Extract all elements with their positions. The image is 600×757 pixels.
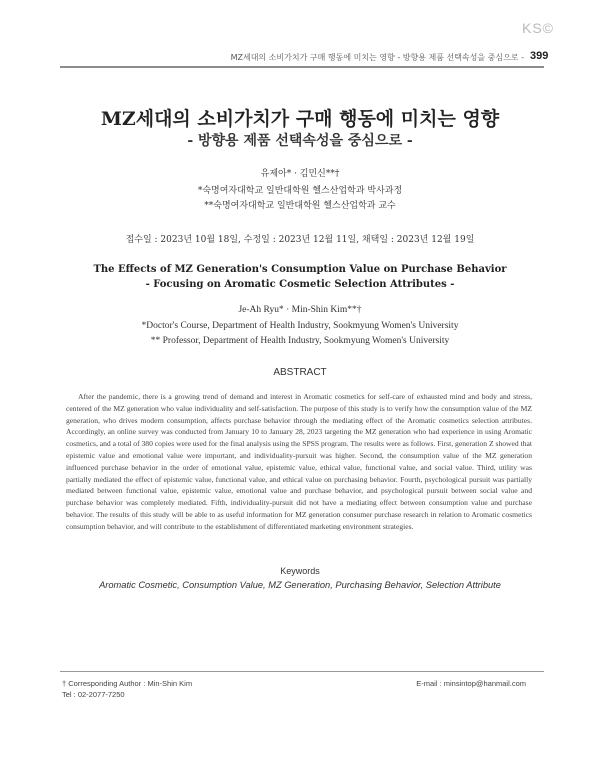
footer-divider	[60, 671, 544, 672]
journal-logo: KS©	[522, 20, 554, 36]
keywords-heading: Keywords	[280, 566, 320, 576]
korean-authors: 유제아* · 김민신**†	[260, 169, 340, 179]
header-divider	[60, 66, 544, 68]
corresponding-email: E-mail : minsintop@hanmail.com	[416, 679, 526, 688]
abstract-body: After the pandemic, there is a growing trend of demand and interest in Aromatic cosmetics for self-care of exhausted mind and body and stress, centered of the MZ generation who value individuality and self-satisfaction. The purpose of this study is to verify how the consumption value of the MZ generation, who drives modern consumption, affects purchase behavior through the mediating effect of the Aromatic cosmetics selection attributes. Accordingly, an online survey was conducted from January 10 to January 28, 2023 targeting the MZ generation who had experience in using Aromatic cosmetics, and a total of 380 copies were used for the final analysis using the SPSS program. The results were as follows. First, generation Z showed that epistemic value and emotional value were important, and individuality-pursuit was higher. Second, the consumption value of the MZ generation influenced purchase behavior in the order of emotional value, epistemic value, ethical value, functional value, and social value. Third, utility was partially mediated the effect of epistemic value, functional value, and ethical value on purchasing behavior. Fourth, psychological pursuit was partially mediated between functional value, epistemic value, emotional value and purchase behavior, and psychological pursuit between social value and purchase behavior was completely mediated. Fifth, individuality-pursuit did not have a mediating effect between consumption value and purchase behavior. The results of this study will be able to as useful information for MZ generation consumer purchase research in relation to Aromatic cosmetics consumption behavior, and will contribute to the establishment of differentiated marketing environment strategies.	[66, 392, 532, 531]
korean-title: MZ세대의 소비가치가 구매 행동에 미치는 영향	[100, 108, 500, 130]
korean-affiliation-1: *숙명여자대학교 일반대학원 헬스산업학과 박사과정	[197, 186, 403, 196]
english-authors: Je-Ah Ryu* · Min-Shin Kim**†	[238, 305, 362, 315]
english-affiliation-1: *Doctor's Course, Department of Health Industry, Sookmyung Women's University	[141, 321, 459, 331]
keywords-list: Aromatic Cosmetic, Consumption Value, MZ Generation, Purchasing Behavior, Selection Attribute	[99, 580, 501, 590]
english-subtitle: - Focusing on Aromatic Cosmetic Selection Attributes -	[145, 279, 455, 290]
english-affiliation-2: ** Professor, Department of Health Industry, Sookmyung Women's University	[150, 336, 450, 346]
submission-dates: 접수일 : 2023년 10월 18일, 수정일 : 2023년 12월 11일, 채택일 : 2023년 12월 19일	[125, 235, 475, 245]
corresponding-phone: Tel : 02-2077-7250	[62, 690, 125, 699]
corresponding-author: † Corresponding Author : Min-Shin Kim	[62, 679, 193, 688]
korean-affiliation-2: **숙명여자대학교 일반대학원 헬스산업학과 교수	[204, 201, 396, 211]
running-header-title: MZ세대의 소비가치가 구매 행동에 미치는 영향 - 방향용 제품 선택속성을 중심으로 -	[230, 53, 524, 62]
english-title: The Effects of MZ Generation's Consumption Value on Purchase Behavior	[93, 264, 507, 275]
page-number: 399	[530, 50, 549, 62]
abstract-heading: ABSTRACT	[273, 367, 327, 378]
korean-subtitle: - 방향용 제품 선택속성을 중심으로 -	[187, 133, 413, 149]
